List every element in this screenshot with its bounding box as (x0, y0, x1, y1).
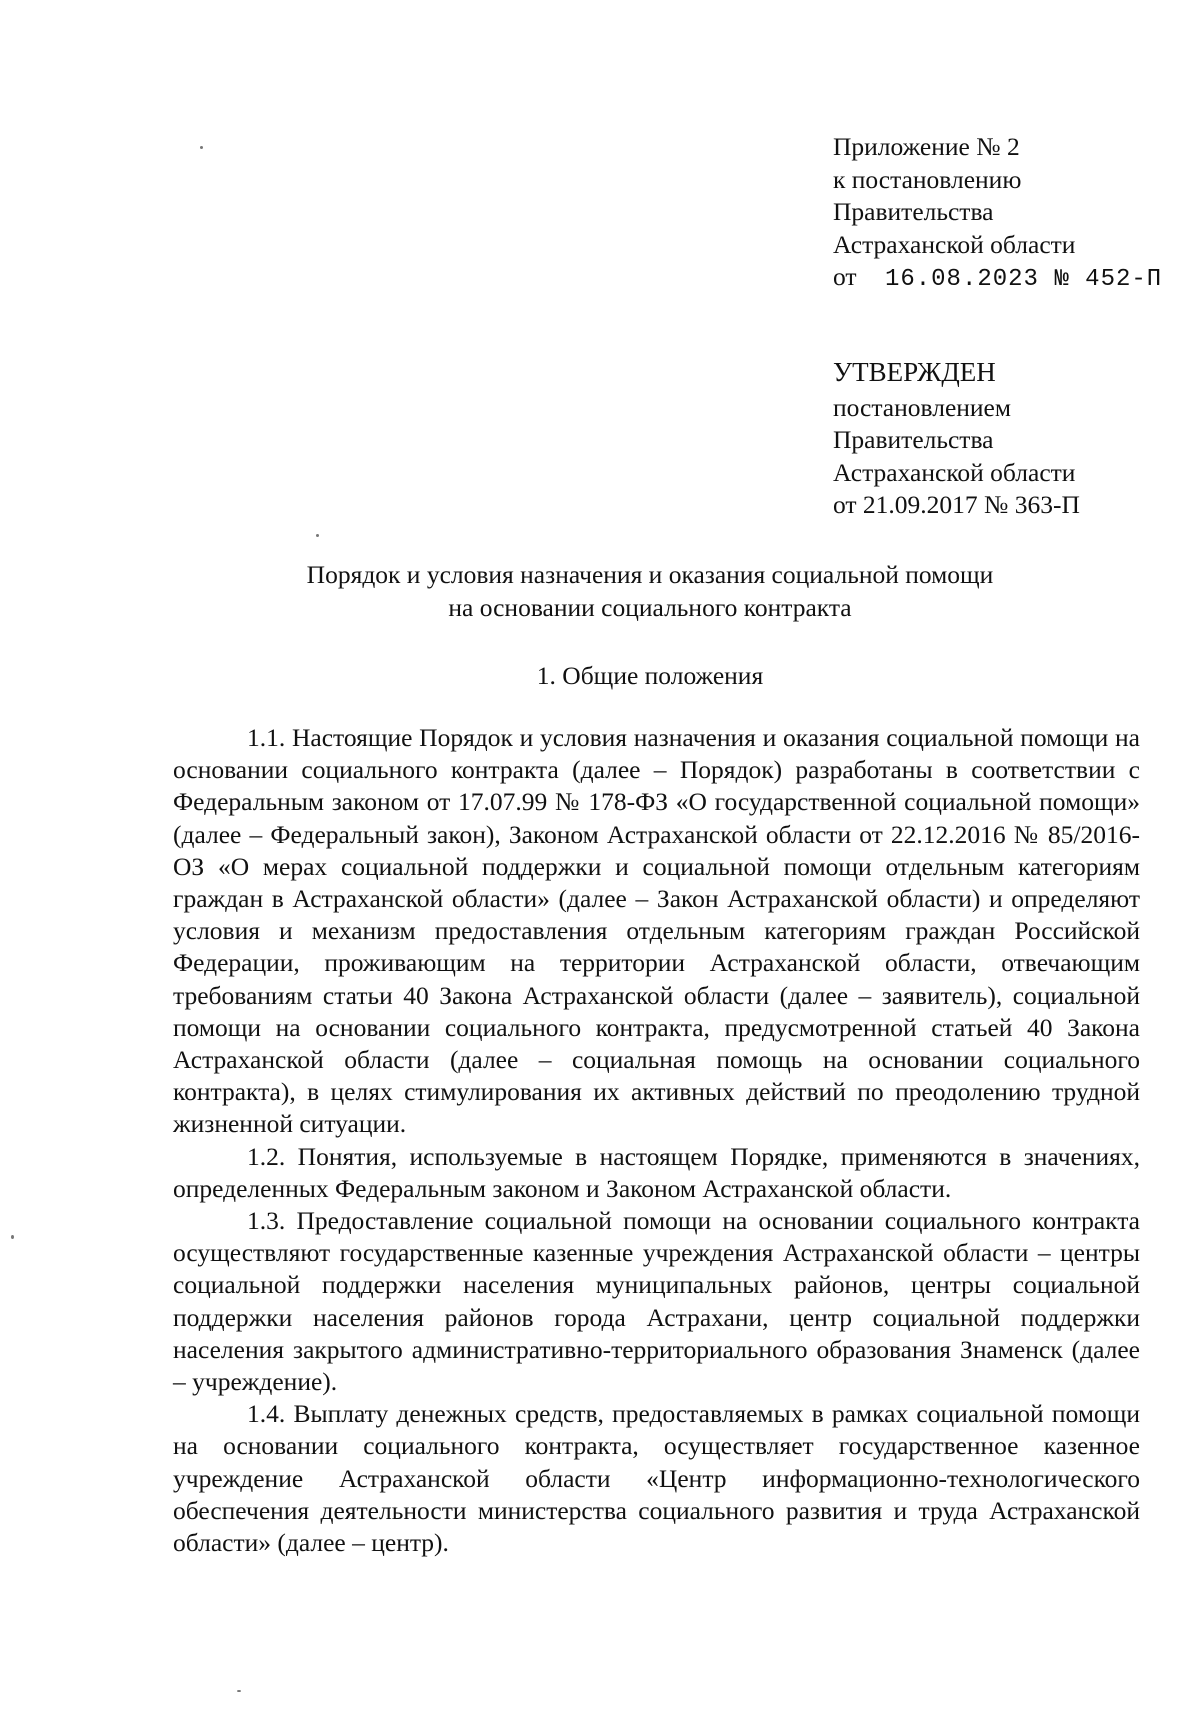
appendix-number: Приложение № 2 (833, 132, 1020, 161)
approval-heading: УТВЕРЖДЕН (833, 357, 996, 387)
appendix-authority: Правительства (833, 197, 994, 226)
scan-speck (200, 146, 203, 149)
section-heading: 1. Общие положения (536, 661, 764, 690)
appendix-date-value: 16.08.2023 № 452-П (884, 266, 1163, 293)
approval-authority: Правительства (833, 425, 994, 454)
approval-header (833, 356, 1163, 522)
document-title (160, 559, 1140, 624)
appendix-date-line (833, 261, 1163, 297)
title-line-1: Порядок и условия назначения и оказания социальной помощи (306, 560, 994, 589)
paragraph-1-4: 1.4. Выплату денежных средств, предоставляемых в рамках социальной помощи на основании социального контракта, осуществляет государственное казенное учреждение Астраханской области «Центр информационно-технологического обеспечения деятельности министерства социального развития и труда Астраханской области» (далее – центр). (173, 1399, 1140, 1558)
title-line-2: на основании социального контракта (448, 592, 852, 622)
approval-region: Астраханской области (833, 457, 1076, 487)
paragraph-1-2: 1.2. Понятия, используемые в настоящем Порядке, применяются в значениях, определенных Федеральным законом и Законом Астраханской области. (173, 1141, 1140, 1203)
appendix-date-prefix: от (833, 262, 857, 291)
paragraph-1-1: 1.1. Настоящие Порядок и условия назначения и оказания социальной помощи на основании социального контракта (далее – Порядок) разработаны в соответствии с Федеральным законом от 17.07.99 № 178-ФЗ «О государственной социальной помощи» (далее – Федеральный закон), Законом Астраханской области от 22.12.2016 № 85/2016-ОЗ «О мерах социальной поддержки и социальной помощи отдельным категориям граждан в Астраханской области» (далее – Закон Астраханской области) и определяют условия и механизм предоставления отдельным категориям граждан Российской Федерации, проживающим на территории Астраханской области, отвечающим требованиям статьи 40 Закона Астраханской области (далее – заявитель), социальной помощи на основании социального контракта, предусмотренной статьей 40 Закона Астраханской области (далее – социальная помощь на основании социального контракта), в целях стимулирования их активных действий по преодолению трудной жизненной ситуации. (173, 723, 1140, 1139)
scan-speck (11, 1235, 14, 1239)
approval-date: от 21.09.2017 № 363-П (833, 490, 1080, 519)
appendix-region: Астраханской области (833, 229, 1076, 259)
paragraph-1-3: 1.3. Предоставление социальной помощи на основании социального контракта осуществляют государственные казенные учреждения Астраханской области – центры социальной поддержки населения муниципальных районов, центры социальной поддержки населения районов города Астрахани, центр социальной поддержки населения закрытого административно-территориального образования Знаменск (далее – учреждение). (173, 1206, 1140, 1397)
document-body (173, 722, 1140, 1559)
appendix-ref: к постановлению (833, 164, 1022, 194)
scan-speck (316, 534, 319, 537)
scan-speck (237, 1690, 241, 1692)
appendix-header (833, 131, 1163, 297)
approval-ref: постановлением (833, 392, 1012, 422)
